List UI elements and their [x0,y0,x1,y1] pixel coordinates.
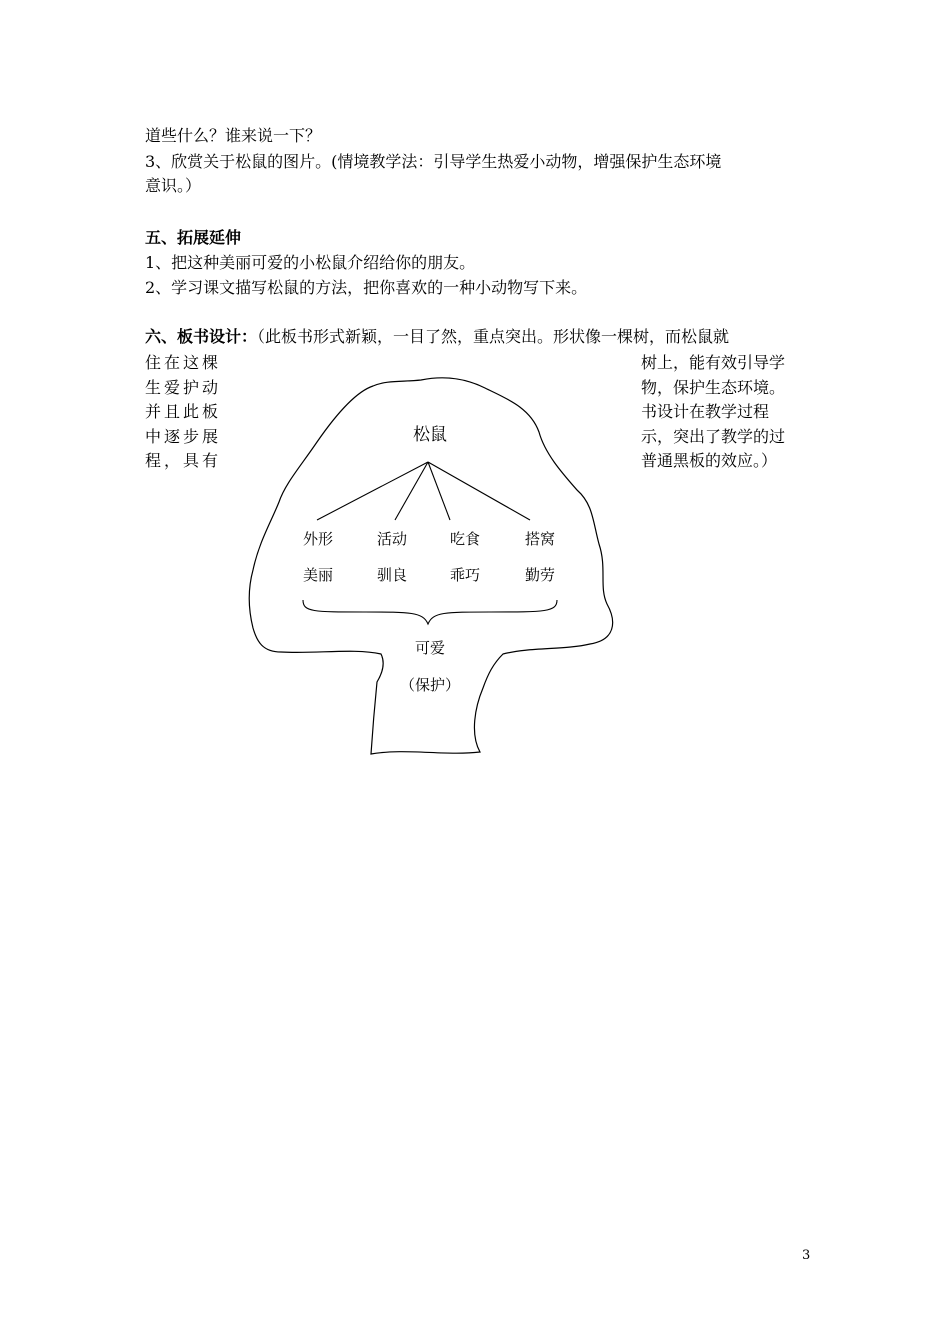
page-number: 3 [802,1248,811,1263]
wrap-right-line-4: 示，突出了教学的过 [641,427,786,446]
wrap-right-line-5: 普通黑板的效应。） [641,451,778,470]
note-label: （保护） [399,676,461,694]
trait-label-2: 驯良 [376,566,408,584]
trait-label-3: 乖巧 [449,566,481,584]
category-label-2: 活动 [376,530,408,548]
line-2: 3、欣赏关于松鼠的图片。(情境教学法：引导学生热爱小动物，增强保护生态环境 [145,152,722,171]
section-5-item-2: 2、学习课文描写松鼠的方法，把你喜欢的一种小动物写下来。 [145,278,588,297]
diagram-root-label: 松鼠 [413,425,447,445]
wrap-right-line-1: 树上，能有效引导学 [641,353,786,372]
section-6-heading: 六、板书设计： [145,327,258,346]
section-6-line [145,325,729,349]
board-design-diagram [245,372,635,762]
section-6-intro: （此板书形式新颖，一目了然，重点突出。形状像一棵树，而松鼠就 [257,327,730,346]
branch-line-3 [428,462,450,520]
wrap-right-line-3: 书设计在教学过程 [641,402,770,421]
wrap-right-line-2: 物，保护生态环境。 [641,378,786,397]
branch-line-4 [428,462,530,520]
line-1: 道些什么？谁来说一下？ [145,126,322,145]
wrap-left-line-5: 程，具有 [145,451,222,470]
category-label-1: 外形 [302,530,334,548]
wrap-left-line-2: 生爱护动 [145,378,222,397]
trait-label-1: 美丽 [302,566,334,584]
wrap-left-line-4: 中逐步展 [145,427,222,446]
curly-brace [303,600,557,624]
wrap-left-line-1: 住在这棵 [145,353,222,372]
wrap-left-line-3: 并且此板 [145,402,222,421]
category-label-3: 吃食 [449,530,481,548]
section-5-item-1: 1、把这种美丽可爱的小松鼠介绍给你的朋友。 [145,253,476,272]
section-5-heading: 五、拓展延伸 [145,228,242,247]
trait-label-4: 勤劳 [524,566,556,584]
branch-lines [317,462,530,520]
summary-label: 可爱 [414,639,446,657]
line-3: 意识。） [145,176,202,195]
category-label-4: 搭窝 [524,530,556,548]
